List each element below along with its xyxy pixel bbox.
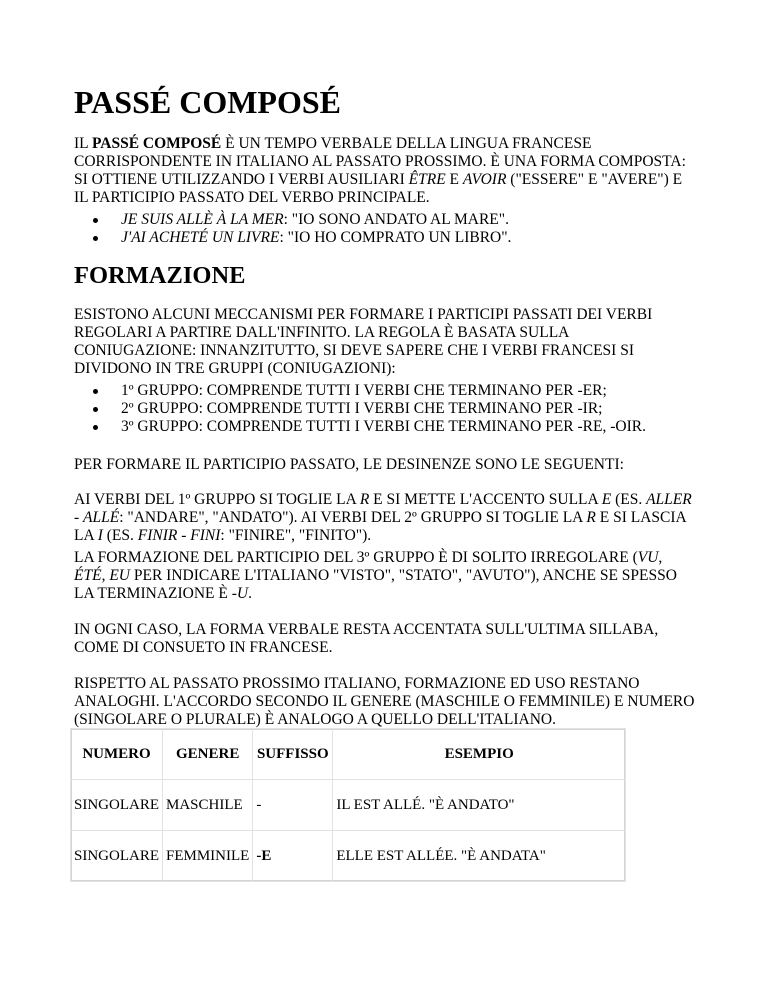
text-line (74, 509, 714, 527)
text-run: CORRISPONDENTE IN ITALIANO AL PASSATO PROSSIMO. È UNA FORMA COMPOSTA: (74, 153, 686, 170)
table-row (71, 780, 626, 831)
cell-numero: SINGOLARE (71, 780, 163, 831)
cell-esempio: IL EST ALLÉ. "È ANDATO" (333, 780, 626, 831)
italic-text: FINI (190, 527, 221, 544)
gruppo-3-paragraph (74, 549, 714, 603)
text-line (74, 527, 714, 545)
text-run: : "IO SONO ANDATO AL MARE". (283, 211, 509, 228)
text-line (74, 675, 714, 693)
text-run: 3º GRUPPO: COMPRENDE TUTTI I VERBI CHE TERMINANO PER -RE, -OIR. (121, 418, 646, 435)
italic-text: VU (637, 549, 659, 566)
text-line (74, 135, 714, 153)
text-line (74, 491, 714, 509)
text-line (74, 360, 714, 378)
table-row (71, 831, 626, 882)
text-run: - (74, 509, 84, 526)
list-item (74, 382, 714, 400)
text-run: : "FINIRE", "FINITO"). (220, 527, 372, 544)
text-run: 1º GRUPPO: COMPRENDE TUTTI I VERBI CHE TERMINANO PER -ER; (121, 382, 607, 399)
page-title: PASSÉ COMPOSÉ (74, 84, 341, 120)
text-run: ANALOGHI. L'ACCORDO SECONDO IL GENERE (MASCHILE O FEMMINILE) E NUMERO (74, 693, 695, 710)
accordo-paragraph (74, 675, 714, 729)
section-title-formazione: FORMAZIONE (74, 262, 246, 289)
cell-suffisso: -E (253, 831, 333, 882)
text-run: CONIUGAZIONE: INNANZITUTTO, SI DEVE SAPERE CHE I VERBI FRANCESI SI (74, 342, 634, 359)
italic-text: R (586, 509, 596, 526)
text-run: LA (74, 527, 98, 544)
italic-text: E (601, 491, 612, 508)
italic-text: I (97, 527, 103, 544)
cell-suffisso: - (253, 780, 333, 831)
text-run: AI VERBI DEL 1º GRUPPO SI TOGLIE LA (74, 491, 360, 508)
text-line (74, 306, 714, 324)
text-run: È UN TEMPO VERBALE DELLA LINGUA FRANCESE (221, 135, 592, 152)
text-run: E SI METTE L'ACCENTO SULLA (369, 491, 602, 508)
cell-esempio: ELLE EST ALLÉE. "È ANDATA" (333, 831, 626, 882)
text-run: REGOLARI A PARTIRE DALL'INFINITO. LA REGOLA È BASATA SULLA (74, 324, 570, 341)
text-run: IN OGNI CASO, LA FORMA VERBALE RESTA ACCENTATA SULL'ULTIMA SILLABA, (74, 621, 659, 638)
text-run: , (101, 567, 110, 584)
text-line (74, 711, 714, 729)
list-item (74, 211, 714, 229)
text-run: E (445, 171, 463, 188)
text-run: (SINGOLARE O PLURALE) È ANALOGO A QUELLO DELL'ITALIANO. (74, 711, 556, 728)
cell-genere: MASCHILE (163, 780, 253, 831)
text-run: : "ANDARE", "ANDATO"). AI VERBI DEL 2º GRUPPO SI TOGLIE LA (119, 509, 587, 526)
participle-agreement-table (70, 728, 626, 882)
text-run: . (248, 585, 252, 602)
italic-text: ALLER (646, 491, 692, 508)
header-genere: GENERE (163, 729, 253, 780)
text-run: , (658, 549, 663, 566)
text-line (74, 342, 714, 360)
conjugation-groups-list (74, 382, 714, 436)
text-run: ESISTONO ALCUNI MECCANISMI PER FORMARE I PARTICIPI PASSATI DEI VERBI (74, 306, 653, 323)
list-item (74, 229, 714, 247)
italic-text: R (359, 491, 370, 508)
text-line (74, 567, 714, 585)
text-run: LA FORMAZIONE DEL PARTICIPIO DEL 3º GRUPPO È DI SOLITO IRREGOLARE ( (74, 549, 638, 566)
text-run: LA TERMINAZIONE È (74, 585, 232, 602)
text-run: RISPETTO AL PASSATO PROSSIMO ITALIANO, FORMAZIONE ED USO RESTANO (74, 675, 640, 692)
italic-text: EU (109, 567, 130, 584)
italic-text: FINIR (137, 527, 178, 544)
text-run: SI OTTIENE UTILIZZANDO I VERBI AUSILIARI (74, 171, 409, 188)
text-run: DIVIDONO IN TRE GRUPPI (CONIUGAZIONI): (74, 360, 396, 377)
text-run: PER FORMARE IL PARTICIPIO PASSATO, LE DESINENZE SONO LE SEGUENTI: (74, 456, 624, 473)
italic-text: AVOIR (462, 171, 507, 188)
text-line (74, 153, 714, 171)
text-line (74, 171, 714, 189)
text-run: (ES. (102, 527, 138, 544)
italic-text: J'AI ACHETÉ UN LIVRE (121, 229, 280, 246)
text-run: IL (74, 135, 92, 152)
italic-text: -U (231, 585, 249, 602)
cell-numero: SINGOLARE (71, 831, 163, 882)
text-run: (ES. (611, 491, 647, 508)
text-run: 2º GRUPPO: COMPRENDE TUTTI I VERBI CHE TERMINANO PER -IR; (121, 400, 603, 417)
italic-text: ÊTRE (408, 171, 446, 188)
text-run: E SI LASCIA (595, 509, 687, 526)
header-esempio: ESEMPIO (333, 729, 626, 780)
text-line (74, 549, 714, 567)
text-line (74, 189, 714, 207)
text-line (74, 585, 714, 603)
text-line (74, 456, 714, 474)
italic-text: ÉTÉ (74, 567, 102, 584)
italic-text: JE SUIS ALLÈ À LA MER (121, 211, 284, 228)
cell-genere: FEMMINILE (163, 831, 253, 882)
text-run: : "IO HO COMPRATO UN LIBRO". (279, 229, 512, 246)
italic-text: ALLÉ (83, 509, 120, 526)
table-header-row (71, 729, 626, 780)
text-run: ("ESSERE" E "AVERE") E (506, 171, 683, 188)
example-list (74, 211, 714, 247)
intro-paragraph (74, 135, 714, 207)
text-run: - (177, 527, 191, 544)
list-item (74, 400, 714, 418)
accento-paragraph (74, 621, 714, 657)
text-line (74, 693, 714, 711)
formazione-intro-paragraph (74, 306, 714, 378)
desinenze-paragraph (74, 456, 714, 474)
bold-text: PASSÉ COMPOSÉ (91, 135, 222, 152)
list-item (74, 418, 714, 436)
header-numero: NUMERO (71, 729, 163, 780)
text-run: COME DI CONSUETO IN FRANCESE. (74, 639, 333, 656)
header-suffisso: SUFFISSO (253, 729, 333, 780)
text-run: PER INDICARE L'ITALIANO "VISTO", "STATO", "AVUTO"), ANCHE SE SPESSO (129, 567, 677, 584)
text-run: IL PARTICIPIO PASSATO DEL VERBO PRINCIPALE. (74, 189, 430, 206)
text-line (74, 621, 714, 639)
text-line (74, 639, 714, 657)
text-line (74, 324, 714, 342)
gruppi-1-2-paragraph (74, 491, 714, 545)
